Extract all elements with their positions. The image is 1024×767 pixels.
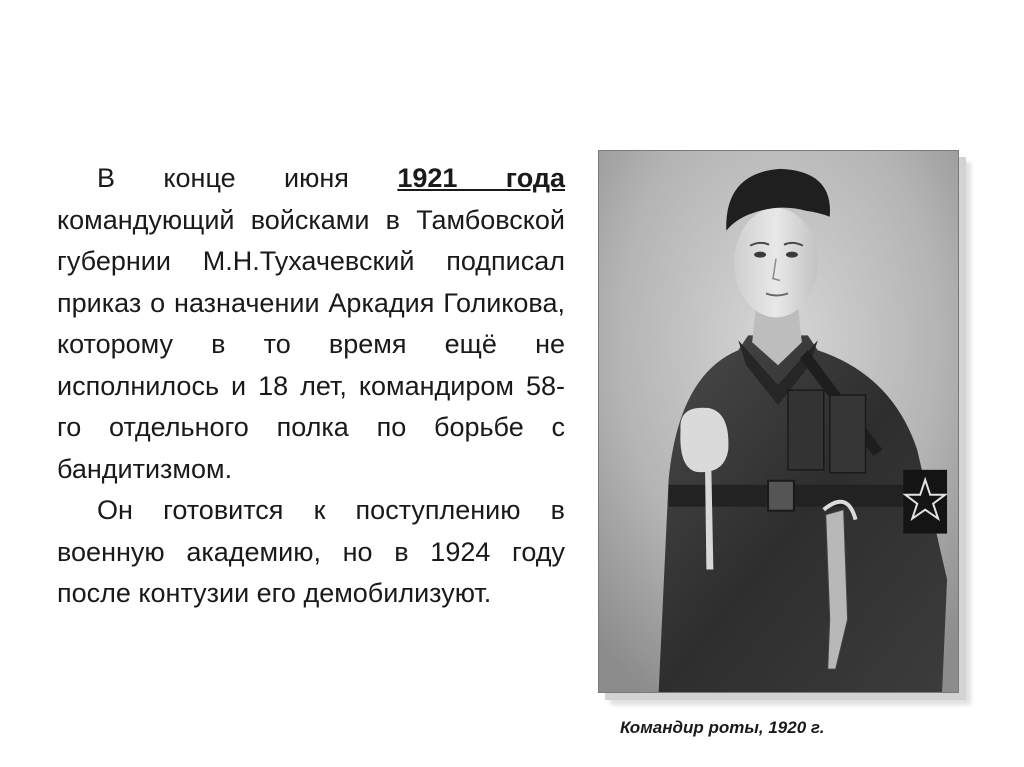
portrait-photo [598, 150, 959, 693]
paragraph-2: Он готовится к поступлению в военную академию, но в 1924 году после контузии его демобилизуют. [57, 495, 565, 608]
main-text [57, 158, 565, 615]
photo-caption: Командир роты, 1920 г. [620, 718, 825, 737]
paragraph-1-rest: командующий войсками в Тамбовской губернии М.Н.Тухачевский подписал приказ о назначении Аркадия Голикова, которому в то время ещё не исполнилось и 18 лет, командиром 58-го отдельного полка по борьбе с бандитизмом. [57, 204, 565, 484]
year-highlight: 1921 года [397, 163, 565, 193]
paragraph-1-start: В конце июня [97, 163, 398, 193]
paragraph-1 [57, 158, 565, 490]
